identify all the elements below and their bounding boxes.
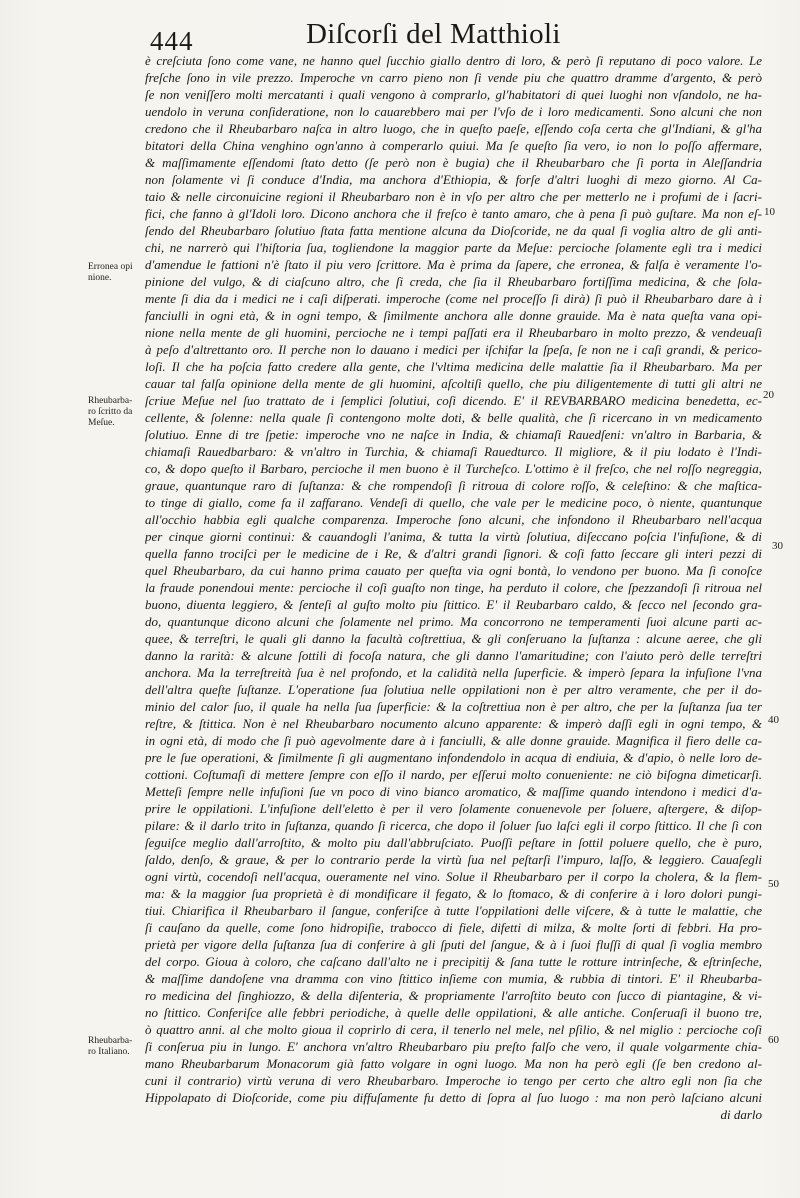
text-line: quee, & terreſtri, le quali gli danno la facultà coſtrettiua, & gli conſeruano la ſuſtanza : alcune aeree, che gli xyxy=(145,631,762,646)
text-line: del corpo. Gioua à coloro, che caſcano dall'alto ne i precipitij & ſana tutte le rotture intrinſeche, & eſtrinſeche, xyxy=(145,954,762,969)
running-title: Diſcorſi del Matthioli xyxy=(306,18,561,50)
text-line: fici, che fanno à gl'Idoli loro. Dicono anchora che il freſco è tanto amaro, che à pena ſi può guſtare. Ma non eſ- xyxy=(145,206,762,221)
text-line: chi, ne narrerò qui l'hiſtoria ſua, togliendone la maggior parte da Meſue: percioche ſolamente egli tra i medici xyxy=(145,240,762,255)
margin-note-erronea-opinione xyxy=(88,262,146,284)
text-line: la fraude ponendoui mente: percioche il coſi guaſto non tinge, ha perduto il colore, che ſpezzandoſi ſi ritroua nel xyxy=(145,580,762,595)
text-line: do, quantunque dicono alcuni che ſolamente nel primo. Ma concorrono ne temperamenti ſuoi alcune parti ac- xyxy=(145,614,762,629)
text-line: pre le ſue operationi, & ſimilmente ſi gli augmentano infondendolo in acqua di endiuia, & d'apio, ò nelle loro de- xyxy=(145,750,762,765)
text-line: graue, quantunque raro di ſuſtanza: & che rompendoſi ſi ritroua di colore roſſo, & celeſtino: & che maſtica- xyxy=(145,478,762,493)
text-line: co, & dopo queſto il Barbaro, percioche il men buono è il Turcheſco. L'ottimo è il freſco, che nel roſſo negreggia, xyxy=(145,461,762,476)
text-line: fanciulli in ogni età, & in ogni tempo, & ſimilmente anchora alle donne grauide. Ma è nata queſta vana opi- xyxy=(145,308,762,323)
text-line: tiui. Chiarifica il Rheubarbaro il ſangue, conferiſce à tutte l'oppilationi delle viſcere, & à tutte le malattie, che xyxy=(145,903,762,918)
text-line: nione nella mente de gli huomini, percioche ne i tempi paſſati era il Rheubarbaro in molto prezzo, & vendeuaſi xyxy=(145,325,762,340)
text-line: à peſo d'altrettanto oro. Il perche non lo dauano i medici per iſchifar la ſpeſa, ſe non ne i caſi grandi, & perico- xyxy=(145,342,762,357)
text-line: & maſſimamente eſſendomi ſtato detto (ſe però non è bugia) che il Rheubarbaro che ſi porta in Aleſſandria xyxy=(145,155,762,170)
text-line: di darlo xyxy=(720,1107,762,1122)
margin-note-line: ro ſcritto da xyxy=(88,407,133,417)
text-line: to tinge di giallo, come fa il zaffarano. Vendeſi di quello, che vale per le medicine poco, ò niente, quantunque xyxy=(145,495,762,510)
text-line: prietà per vigore della ſuſtanza ſua di conferire à gli ſputi del ſangue, & à i ſuoi fluſſi di qual ſi voglia membro xyxy=(145,937,762,952)
text-line: ſendo del Rheubarbaro ſolutiuo ſtata fatta mentione alcuna da Dioſcoride, ne da qual ſi voglia altro de gli anti- xyxy=(145,223,762,238)
text-line: ò quattro anni. al che molto gioua il coprirlo di cera, il tenerlo nel mele, nel pſilio, & nel miglio : percioche coſi xyxy=(145,1022,762,1037)
text-line: danno la rarità: & alcune ſottili di focoſa natura, che gli danno l'amaritudine; con l'aiuto però delle terreſtri xyxy=(145,648,762,663)
text-line: prire le oppilationi. L'infuſione dell'eletto è per il vero ſolamente conuenevole per ſoluere, aſtergere, & diſop- xyxy=(145,801,762,816)
text-line: minio del calor ſuo, il quale ha nella ſua ſuperficie: & la coſtrettiua non è per altro, che per la ſuſtanza ſua ter xyxy=(145,699,762,714)
text-line: ſe non veniſſero molti mercatanti i quali vengono à comprarlo, gl'habitatori di quei luoghi non vſandolo, ne ha- xyxy=(145,87,762,102)
text-line: loſi. Il che ha poſcia fatto credere alla gente, che l'vltima medicina delle malattie ſia il Rheubarbaro. Ma per xyxy=(145,359,762,374)
text-line: uendolo in veruna conſideratione, non lo cauarebbero mai per l'vſo de i loro medicamenti. Sono alcuni che non xyxy=(145,104,762,119)
text-line: d'amendue le fattioni n'è ſtato il piu vero ſcrittore. Ma è prima da ſapere, che erronea, & falſa è veramente l'o- xyxy=(145,257,762,272)
text-line: ma: & la maggior ſua proprietà è di mondificare il fegato, & lo ſtomaco, & di conferire à i loro dolori pungi- xyxy=(145,886,762,901)
text-line: quella fanno trociſci per le medicine de i Re, & d'altri grandi ſignori. & coſi fatto ſeccare gli interi pezzi di xyxy=(145,546,762,561)
text-line: dell'altra queſte ſuſtanze. L'operatione ſua ſolutiua nelle oppilationi non è per altro veramente, che per il do- xyxy=(145,682,762,697)
line-number-30: 30 xyxy=(772,540,783,552)
text-line: buono, diuenta leggiero, & ſenteſi al guſto molto piu ſtittico. E' il Reubarbaro caldo, & ſecco nel ſecondo gra- xyxy=(145,597,762,612)
text-line: Hippolapato di Dioſcoride, come piu diffuſamente fu detto di ſopra al ſuo luogo : ma non però laſciano alcuni xyxy=(145,1090,762,1105)
text-line: ro medicina del ſinghiozzo, & della diſenteria, & propriamente l'arroſtito beuto con ſucco di piantagine, & vi- xyxy=(145,988,762,1003)
text-line: ſi cauſano da quelle, come ſono hidropiſie, trabocco di fiele, difetti di milza, & molte ſorti di febbri. Ha pro- xyxy=(145,920,762,935)
text-line: cellente, & ſolenne: nella quale ſi contengono molte doti, & belle qualità, che ſi ricercano in vn medicamento xyxy=(145,410,762,425)
text-line: ſeguiſce meglio dall'arroſtito, & molto piu dall'abbruſciato. Puoſſi peſtare in ſottil poluere quello, che è puro, xyxy=(145,835,762,850)
text-line: cauar tal falſa opinione della mente de gli huomini, aſcoltiſi quello, che piu diligentemente di tutti gli altri ne xyxy=(145,376,762,391)
line-number-10: 10 xyxy=(764,206,775,218)
text-line: ogni virtù, cocendoſi nell'acqua, oueramente nel vino. Solue il Rheubarbaro per il corpo la cholera, & la flem- xyxy=(145,869,762,884)
margin-note-line: ro Italiano. xyxy=(88,1047,130,1057)
text-line: in ogni età, di modo che ſi può agevolmente dare à i fanciulli, & alle donne grauide. Magnifica il fiero delle ca- xyxy=(145,733,762,748)
text-line: mano Rheubarbarum Monacorum già fatto volgare in ogni luogo. Ma non ha però egli (ſe ben credono al- xyxy=(145,1056,762,1071)
text-line: mente ſi dia da i medici ne i caſi diſperati. imperoche (come nel proceſſo ſi dirà) ſi può il Rheubarbaro dare à i xyxy=(145,291,762,306)
text-line: ſcriue Meſue nel ſuo trattato de i ſemplici ſolutiui, coſi dicendo. E' il REVBARBARO medicina benedetta, ec- xyxy=(145,393,762,408)
text-line: è creſciuta ſono come vane, ne hanno quel ſucchio giallo dentro di loro, & però ſi reputano di poco valore. Le xyxy=(145,53,762,68)
text-line: per cinque giorni continui: & cauandogli l'anima, & tutta la virtù ſolutiua, diſeccano poſcia l'infuſione, & di xyxy=(145,529,762,544)
text-line: Metteſi ſempre nelle infuſioni ſue vn poco di vino bianco aromatico, & maſſime quando intendono i medici d'a- xyxy=(145,784,762,799)
margin-note-line: nione. xyxy=(88,273,112,283)
text-line: cottioni. Coſtumaſi di mettere ſempre con eſſo il nardo, per eſſerui molto conueniente: ne ciò biſogna dimeticarſi. xyxy=(145,767,762,782)
text-line: anchora. Ma la terreſtreità ſua è nel profondo, et la calidità nella ſuperficie. & imperò ſepara la infuſione l'vna xyxy=(145,665,762,680)
line-number-40: 40 xyxy=(768,714,779,726)
margin-note-rheubarbaro-mesue xyxy=(88,396,146,429)
text-line: pilare: & il darlo trito in ſuſtanza, quando ſi ricerca, che dopo il ſoluer ſuo laſci egli il corpo ſtittico. Il che ſi con xyxy=(145,818,762,833)
text-line: taio & nelle circonuicine regioni il Rheubarbaro non è in vſo per altro che per metterlo ne i profumi de i ſacri- xyxy=(145,189,762,204)
text-line: all'occhio habbia egli qualche comparenza. Imperoche ſono alcuni, che infondono il Rheubarbaro nell'acqua xyxy=(145,512,762,527)
margin-note-line: Rheubarba- xyxy=(88,396,133,406)
text-line: freſche ſono in vile prezzo. Imperoche vn carro pieno non ſi vende piu che quattro dramme d'argento, & però xyxy=(145,70,762,85)
text-line: chiamaſi Rauedbarbaro: & vn'altro in Turchia, & chiamaſi Rauedturco. Il migliore, & il piu lodato è l'Indi- xyxy=(145,444,762,459)
body-text xyxy=(145,52,762,1123)
margin-note-rheubarbaro-italiano xyxy=(88,1036,146,1058)
margin-note-line: Rheubarba- xyxy=(88,1036,133,1046)
page-number: 444 xyxy=(150,26,194,56)
text-line: non ſolamente vi ſi conduce d'India, ma anchora d'Ethiopia, & forſe d'altri luoghi di mezo giorno. Al Ca- xyxy=(145,172,762,187)
margin-note-line: Erronea opi xyxy=(88,262,133,272)
text-line: ſolutiuo. Enne di tre ſpetie: imperoche vno ne naſce in India, & chiamaſi Rauedſeni: vn'altro in Barbaria, & xyxy=(145,427,762,442)
text-line: & maſſime dandoſene vna dramma con vino ſtittico inſieme con mumia, & rubbia di tintori. E' il Rheubarba- xyxy=(145,971,762,986)
text-line: credono che il Rheubarbaro naſca in altro luogo, che in queſto paeſe, eſſendo coſa certa che gl'Indiani, & gl'ha xyxy=(145,121,762,136)
text-line: quel Rheubarbaro, da cui hanno prima cauato per queſta via ogni bontà, lo vendono per buono. Ma ſi conoſce xyxy=(145,563,762,578)
line-number-20: 20 xyxy=(763,389,774,401)
line-number-60: 60 xyxy=(768,1034,779,1046)
text-line: no ſtittico. Conferiſce alle febbri periodiche, à quelle delle oppilationi, & alle antiche. Conſeruaſi il buono tre, xyxy=(145,1005,762,1020)
text-line: ſaldo, denſo, & graue, & per lo contrario perde la virtù ſua nel peſtarſi l'impuro, laſſo, & leggiero. Cauaſegli xyxy=(145,852,762,867)
text-line: reſtre, & ſtittica. Non è nel Rheubarbaro nocumento alcuno apparente: & imperò daſſi egli in ogni tempo, & xyxy=(145,716,762,731)
margin-note-line: Meſue. xyxy=(88,418,115,428)
text-line: bitatori della China venghino ogn'anno à comperarlo quiui. Ma ſe queſto ſia vero, io non lo poſſo affermare, xyxy=(145,138,762,153)
text-line: pinione del vulgo, & di ciaſcuno altro, che ſi creda, che ſia il Rheubarbaro fortiſſima medicina, & che ſola- xyxy=(145,274,762,289)
text-line: ſi conſerua piu in lungo. E' anchora vn'altro Rheubarbaro piu preſto falſo che vero, il quale volgarmente chia- xyxy=(145,1039,762,1054)
line-number-50: 50 xyxy=(768,878,779,890)
text-line: cuni il contrario) virtù veruna di vero Rheubarbaro. Imperoche io tengo per certo che altro egli non ſia che xyxy=(145,1073,762,1088)
